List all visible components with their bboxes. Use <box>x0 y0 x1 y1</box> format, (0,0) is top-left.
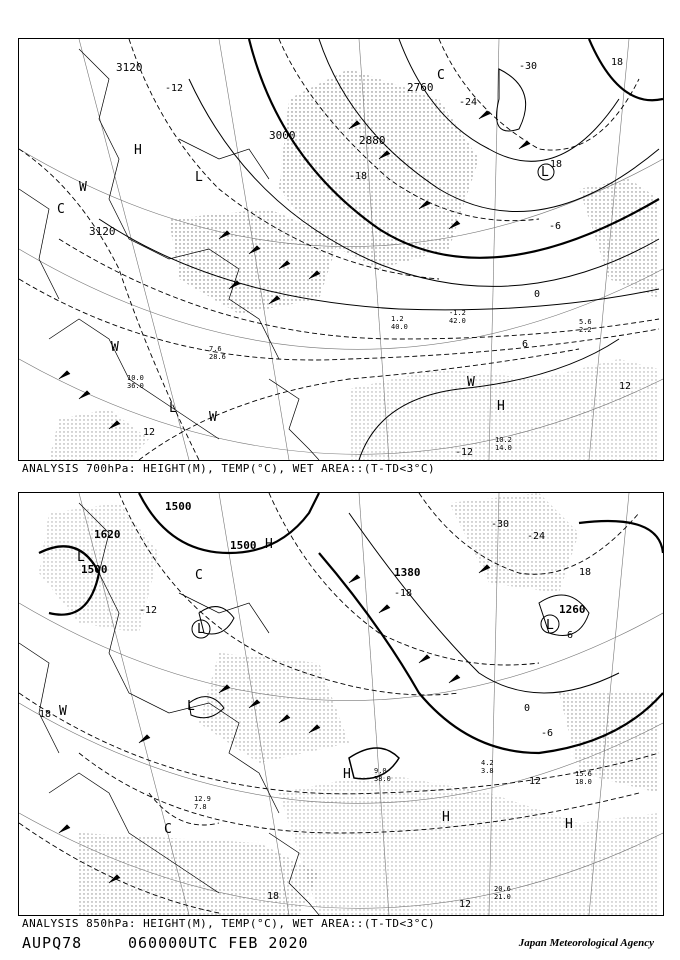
agency-credit: Japan Meteorological Agency <box>518 937 654 949</box>
station-value: 2.2 <box>579 326 592 334</box>
height-label: 3120 <box>89 225 116 238</box>
temp-label: 18 <box>611 57 624 68</box>
station-value: 40.0 <box>391 323 408 331</box>
station-value: 18.0 <box>575 778 592 786</box>
height-label: 3000 <box>269 129 296 142</box>
temp-label: -12 <box>165 83 184 94</box>
temp-label: -24 <box>527 531 546 542</box>
station-value: 7.6 <box>209 345 222 353</box>
height-label: 1500 <box>165 500 192 513</box>
high-center: H <box>134 143 142 158</box>
station-value: 10.2 <box>495 436 512 444</box>
station-value: 9.0 <box>374 767 387 775</box>
cold-center: C <box>437 68 445 83</box>
temp-label: -18 <box>394 588 413 599</box>
temp-label: -18 <box>544 159 563 170</box>
cold-center: C <box>57 202 65 217</box>
station-value: 1.2 <box>391 315 404 323</box>
station-value: 38.0 <box>374 775 391 783</box>
temp-label: 6 <box>567 630 574 641</box>
temp-label: 0 <box>524 703 531 714</box>
warm-center: W <box>59 704 67 719</box>
temp-label: -18 <box>349 171 368 182</box>
low-center: L <box>195 170 203 185</box>
temp-label: -6 <box>541 728 554 739</box>
warm-center: W <box>79 180 87 195</box>
low-center: L <box>546 618 554 633</box>
panel-caption-850hpa: ANALYSIS 850hPa: HEIGHT(M), TEMP(°C), WET AREA::(T-TD<3°C) <box>22 917 436 930</box>
temp-label: 12 <box>143 427 156 438</box>
cold-center: C <box>195 568 203 583</box>
station-value: 21.0 <box>494 893 511 901</box>
low-center: L <box>169 401 177 416</box>
high-center: H <box>343 767 351 782</box>
station-value: 14.0 <box>495 444 512 452</box>
station-value: 5.6 <box>579 318 592 326</box>
temp-label: 18 <box>579 567 592 578</box>
height-label: 2760 <box>407 81 434 94</box>
temp-label: 6 <box>522 339 529 350</box>
temp-label: -6 <box>549 221 562 232</box>
temp-label: 12 <box>529 776 542 787</box>
height-label: 1380 <box>394 566 421 579</box>
wet-area-shading <box>39 493 659 915</box>
temp-label: 18 <box>39 709 52 720</box>
map-panel-850hpa <box>18 492 664 916</box>
warm-center: W <box>467 375 475 390</box>
high-center: H <box>265 537 273 552</box>
map-850hpa <box>19 493 663 915</box>
height-label: 1620 <box>94 528 121 541</box>
low-center: L <box>77 550 85 565</box>
high-center: H <box>497 399 505 414</box>
height-label: 3120 <box>116 61 143 74</box>
warm-center: W <box>111 340 119 355</box>
low-center: L <box>187 699 195 714</box>
station-value: 20.6 <box>494 885 511 893</box>
station-value: 42.0 <box>449 317 466 325</box>
temp-label: 18 <box>267 891 280 902</box>
temp-label: -12 <box>139 605 158 616</box>
height-label: 1500 <box>81 563 108 576</box>
cold-center: C <box>164 822 172 837</box>
low-center: L <box>197 622 205 637</box>
panel-caption-700hpa: ANALYSIS 700hPa: HEIGHT(M), TEMP(°C), WET AREA::(T-TD<3°C) <box>22 462 436 475</box>
station-value: 15.6 <box>575 770 592 778</box>
station-value: 36.0 <box>127 382 144 390</box>
temp-label: -12 <box>455 447 474 458</box>
temp-label: 0 <box>534 289 541 300</box>
station-value: 7.8 <box>194 803 207 811</box>
station-value: -1.2 <box>449 309 466 317</box>
height-label: 1500 <box>230 539 257 552</box>
warm-center: W <box>209 410 217 425</box>
height-label: 1260 <box>559 603 586 616</box>
station-value: 3.8 <box>481 767 494 775</box>
temp-label: 12 <box>619 381 632 392</box>
map-700hpa <box>19 39 663 460</box>
temp-label: -24 <box>459 97 478 108</box>
wet-area-shading <box>49 69 659 460</box>
temp-label: 12 <box>459 899 472 910</box>
map-panel-700hpa <box>18 38 664 461</box>
analysis-time: 060000UTC FEB 2020 <box>128 934 309 952</box>
high-center: H <box>442 810 450 825</box>
high-center: H <box>565 817 573 832</box>
station-value: 4.2 <box>481 759 494 767</box>
bulletin-code: AUPQ78 <box>22 934 83 952</box>
station-value: 28.6 <box>209 353 226 361</box>
temp-label: -30 <box>491 519 510 530</box>
height-label: 2880 <box>359 134 386 147</box>
low-center: L <box>541 165 549 180</box>
station-value: 10.0 <box>127 374 144 382</box>
temp-label: -30 <box>519 61 538 72</box>
station-value: 12.9 <box>194 795 211 803</box>
